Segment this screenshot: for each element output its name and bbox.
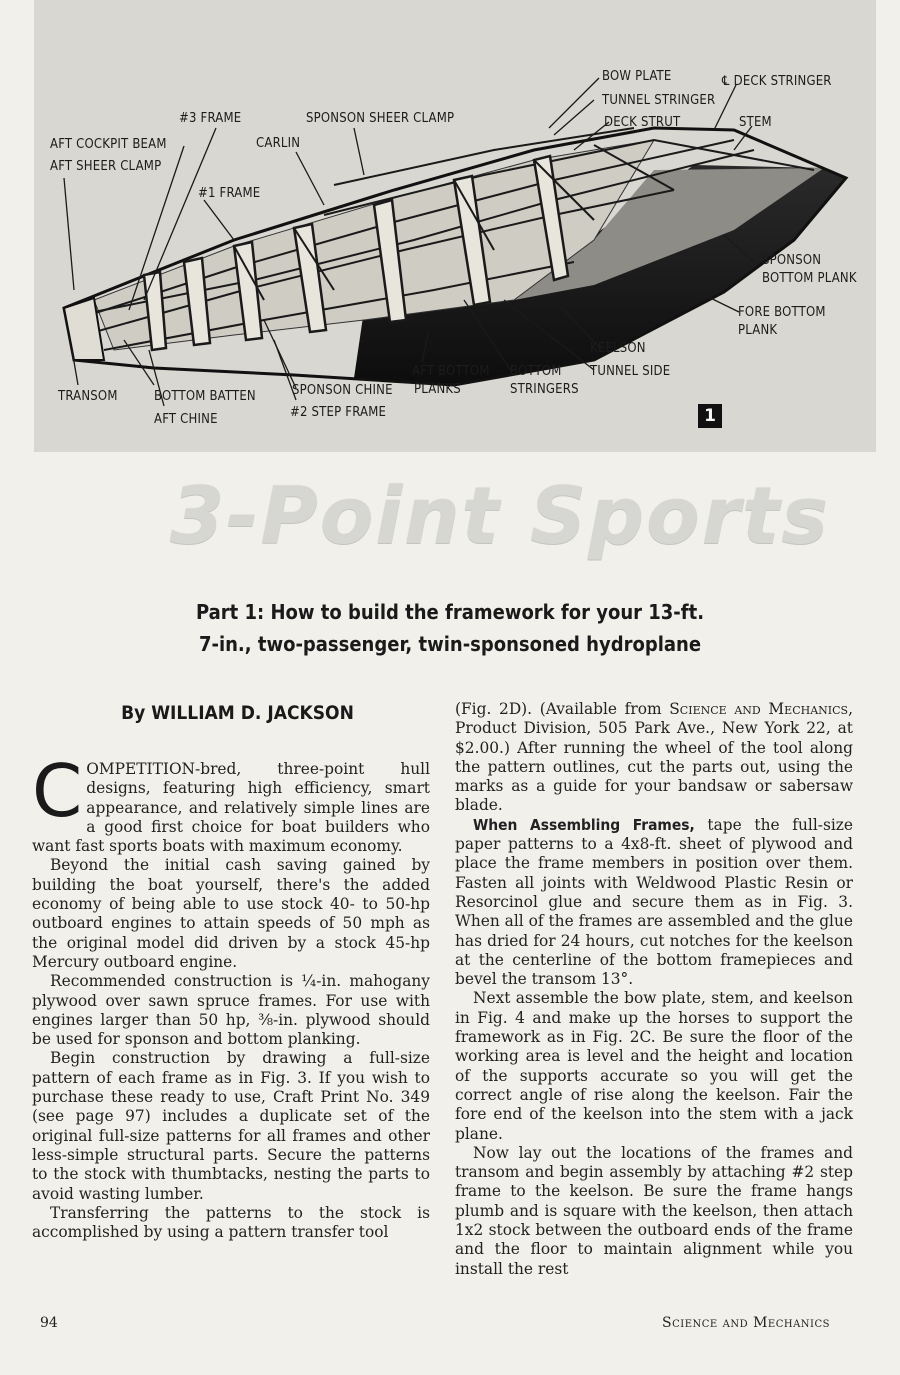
callout-aft-bottom-planks-2: PLANKS [414, 382, 461, 397]
callout-tunnel-stringer: TUNNEL STRINGER [602, 93, 716, 108]
figure-number-badge: 1 [698, 404, 722, 428]
callout-aft-sheer-clamp: AFT SHEER CLAMP [50, 159, 162, 174]
callout-aft-bottom-planks-1: AFT BOTTOM [412, 364, 490, 379]
paragraph: Now lay out the locations of the frames and transom and begin assembly by attaching #2 step frame to the keelson. Be sure the frame hangs plumb and is square with the keelson, then attach 1x2 stock between the outboard ends of the frame and the floor to maintain alignment while you install the rest [455, 1143, 853, 1278]
callout-frame-3: #3 FRAME [179, 111, 242, 126]
callout-fore-bottom-plank-2: PLANK [738, 323, 778, 338]
run-in-heading: When Assembling Frames, [473, 815, 695, 834]
callout-fore-bottom-plank-1: FORE BOTTOM [738, 305, 826, 320]
paragraph: Recommended construction is ¼-in. mahogany plywood over sawn spruce frames. For use with engines larger than 50 hp, ⅜-in. plywood should be used for sponson and bottom planking. [32, 972, 430, 1049]
callout-sponson-bottom-plank-1: SPONSON [762, 253, 822, 268]
subtitle-line-1: Part 1: How to build the framework for your 13-ft. [195, 600, 705, 624]
callout-sponson-chine: SPONSON CHINE [292, 383, 393, 398]
callout-bow-plate: BOW PLATE [602, 69, 672, 84]
paragraph: COMPETITION-bred, three-point hull designs, featuring high efficiency, smart appearance, and relatively simple lines are a good first choice for boat builders who want fast sports boats with maximum economy. [32, 749, 430, 856]
magazine-name-inline: Science and Mechanics [669, 700, 849, 718]
callout-carlin: CARLIN [256, 136, 301, 151]
callout-deck-stringer: ℄ DECK STRINGER [722, 74, 832, 89]
drop-cap: C [32, 749, 83, 833]
callout-keelson: KEELSON [590, 341, 646, 356]
callout-transom: TRANSOM [58, 389, 118, 404]
callout-sponson-bottom-plank-2: BOTTOM PLANK [762, 271, 857, 286]
figure-1-boat-framework [34, 0, 876, 452]
magazine-footer: Science and Mechanics [662, 1315, 831, 1331]
callout-deck-strut: DECK STRUT [604, 115, 681, 130]
column-right [455, 700, 853, 1279]
paragraph: Begin construction by drawing a full-size pattern of each frame as in Fig. 3. If you wish to purchase these ready to use, Craft Print No. 349 (see page 97) includes a duplicate set of the original full-size patterns for all frames and other less-simple structural parts. Secure the patterns to the stock with thumbtacks, nesting the parts to avoid wasting lumber. [32, 1049, 430, 1203]
paragraph: Next assemble the bow plate, stem, and keelson in Fig. 4 and make up the horses to support the framework as in Fig. 2C. Be sure the floor of the working area is level and the height and location of the supports accurate so you will get the correct angle of rise along the keelson. Fair the fore end of the keelson into the stem with a jack plane. [455, 989, 853, 1143]
callout-tunnel-side: TUNNEL SIDE [590, 364, 671, 379]
page-number: 94 [40, 1315, 58, 1331]
paragraph: Transferring the patterns to the stock is accomplished by using a pattern transfer tool [32, 1203, 430, 1242]
paragraph: When Assembling Frames, tape the full-size paper patterns to a 4x8-ft. sheet of plywood and place the frame members in position over them. Fasten all joints with Weldwood Plastic Resin or Resorcinol glue and secure them as in Fig. 3. When all of the frames are assembled and the glue has dried for 24 hours, cut notches for the keelson at the centerline of the bottom framepieces and bevel the transom 13°. [455, 815, 853, 989]
paragraph: Beyond the initial cash saving gained by building the boat yourself, there's the added economy of being able to use stock 40- to 50-hp outboard engines to attain speeds of 50 mph as the original model did driven by a stock 45-hp Mercury outboard engine. [32, 856, 430, 971]
byline: By WILLIAM D. JACKSON [121, 702, 354, 724]
column-left [32, 749, 430, 1242]
callout-step-frame-2: #2 STEP FRAME [290, 405, 387, 420]
callout-bottom-stringers-1: BOTTOM [510, 364, 562, 379]
article-subtitle [0, 596, 900, 660]
callout-frame-1: #1 FRAME [198, 186, 261, 201]
callout-aft-chine: AFT CHINE [154, 412, 218, 427]
callout-stem: STEM [739, 115, 772, 130]
callout-sponson-sheer-clamp: SPONSON SHEER CLAMP [306, 111, 455, 126]
paragraph: (Fig. 2D). (Available from Science and Mechanics, Product Division, 505 Park Ave., New York 22, at $2.00.) After running the wheel of the tool along the pattern outlines, cut the parts out, using the marks as a guide for your bandsaw or sabersaw blade. [455, 700, 853, 815]
subtitle-line-2: 7-in., two-passenger, twin-sponsoned hydroplane [198, 632, 702, 656]
callout-bottom-stringers-2: STRINGERS [510, 382, 579, 397]
callout-aft-cockpit-beam: AFT COCKPIT BEAM [50, 137, 167, 152]
callout-bottom-batten: BOTTOM BATTEN [154, 389, 256, 404]
article-title: 3-Point Sports [170, 472, 830, 562]
